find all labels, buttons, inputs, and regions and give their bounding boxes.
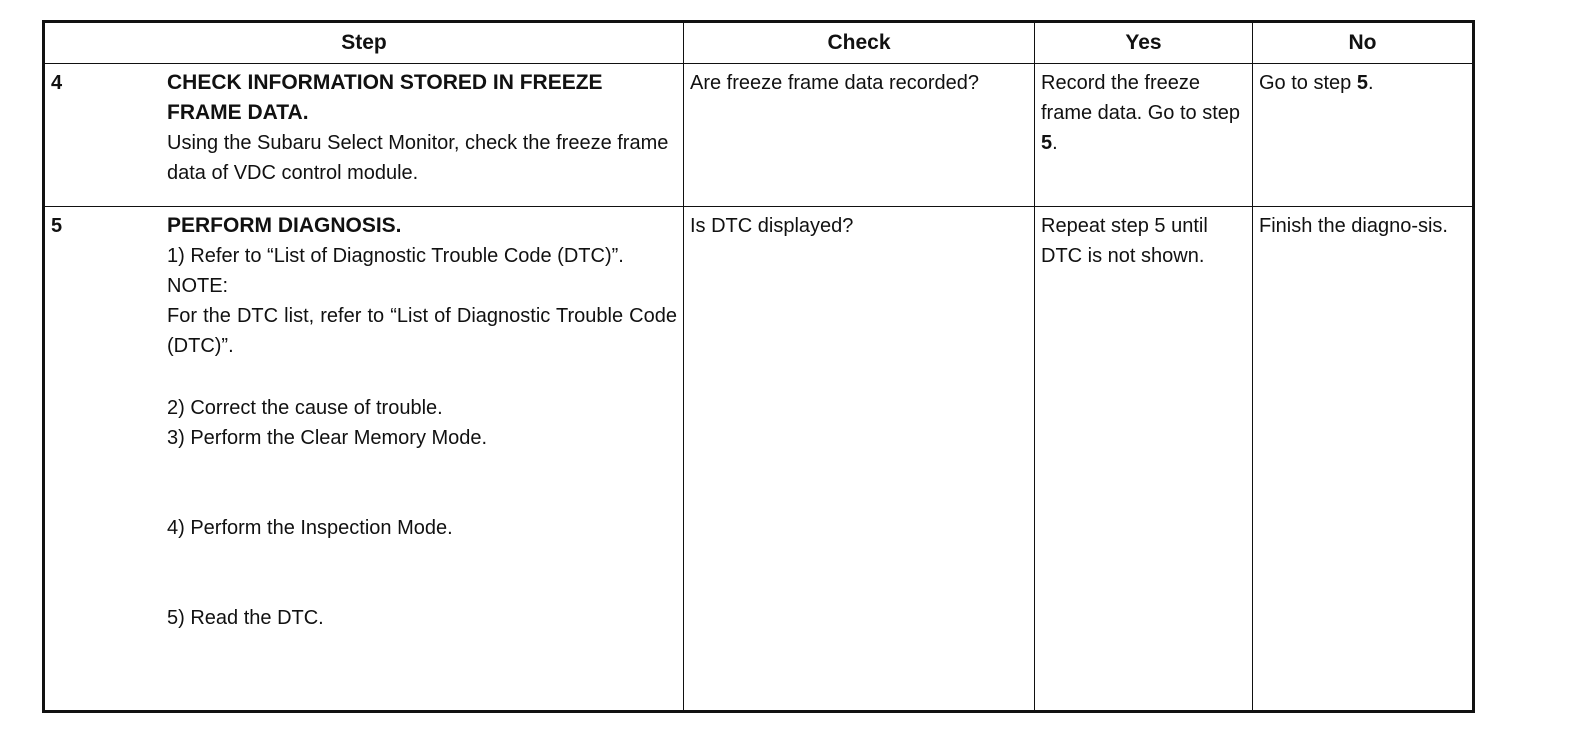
sub-step-2: 2) Correct the cause of trouble. (167, 397, 443, 419)
step-title: PERFORM DIAGNOSIS. (167, 214, 402, 237)
check-text: Is DTC displayed? (690, 215, 854, 237)
note-label: NOTE: (167, 275, 229, 297)
no-cell (1253, 207, 1474, 712)
yes-cell (1035, 64, 1253, 207)
step-cell (44, 64, 684, 207)
sub-step-3: 3) Perform the Clear Memory Mode. (167, 427, 488, 449)
note-text: For the DTC list, refer to “List of Diagnostic Trouble Code (DTC)”. (167, 305, 677, 357)
check-cell (684, 207, 1035, 712)
check-text: Are freeze frame data recorded? (690, 72, 980, 94)
yes-text-prefix: Record the freeze frame data. Go to step (1041, 72, 1240, 124)
yes-text (1035, 64, 1252, 158)
header-yes: Yes (1035, 22, 1253, 64)
no-text (1253, 64, 1472, 98)
no-text-suffix: . (1367, 72, 1374, 94)
step-number: 4 (51, 72, 63, 94)
no-cell (1253, 64, 1474, 207)
header-no: No (1253, 22, 1474, 64)
yes-text-suffix: . (1052, 132, 1058, 154)
step-instruction: Using the Subaru Select Monitor, check the freeze frame data of VDC control module. (167, 132, 669, 184)
step-number: 5 (51, 215, 63, 237)
table-row (44, 64, 1474, 207)
table-header-row (44, 22, 1474, 64)
sub-step-1: 1) Refer to “List of Diagnostic Trouble Code (DTC)”. (167, 245, 624, 267)
header-check: Check (684, 22, 1035, 64)
check-cell (684, 64, 1035, 207)
table-row (44, 207, 1474, 712)
no-step-ref: 5 (1356, 72, 1368, 94)
diagnostic-procedure-table (42, 20, 1475, 713)
yes-step-ref: 5 (1041, 132, 1053, 154)
no-text-prefix: Go to step (1259, 72, 1357, 94)
step-cell (44, 207, 684, 712)
step-title: CHECK INFORMATION STORED IN FREEZE FRAME DATA. (167, 71, 603, 124)
sub-step-4: 4) Perform the Inspection Mode. (167, 517, 453, 539)
no-text: Finish the diagno-sis. (1259, 215, 1448, 237)
yes-cell (1035, 207, 1253, 712)
header-step: Step (44, 22, 684, 64)
yes-text: Repeat step 5 until DTC is not shown. (1041, 215, 1208, 267)
sub-step-5: 5) Read the DTC. (167, 607, 324, 629)
